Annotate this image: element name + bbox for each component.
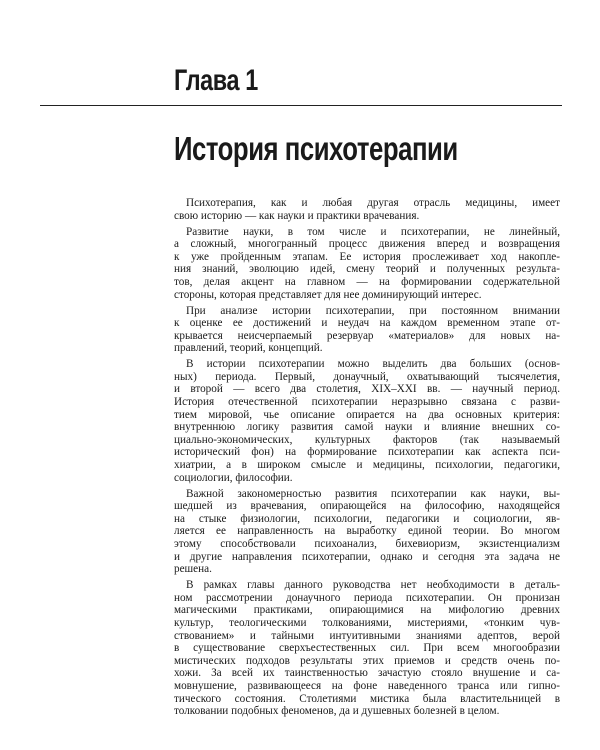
chapter-title: История психотерапии xyxy=(174,130,458,167)
text-line: решена. xyxy=(174,563,212,576)
text-line: стороны, которая представляет для нее доминирующий интерес. xyxy=(174,288,482,301)
text-line: и другие направления психотерапии, однако и сегодня эта задача не xyxy=(174,550,560,563)
text-line: крывается неисчерпаемый резервуар «материалов» для новых на- xyxy=(174,329,560,342)
text-line: хиатрии, а в широком смысле и медицины, психологии, педагогики, xyxy=(174,459,560,472)
paragraph xyxy=(174,579,560,718)
text-line: на стыке физиологии, психологии, педагогики и социологии, яв- xyxy=(174,512,560,525)
text-line: к уже пройденным этапам. Ее история прослеживает ход накопле- xyxy=(174,250,560,263)
text-line: тов, делая акцент на главном — на формировании содержательной xyxy=(174,275,560,288)
text-line: Важной закономерностью развития психотерапии как науки, вы- xyxy=(186,487,560,500)
text-line: социологии, философии. xyxy=(174,471,293,484)
text-line: толковании подобных феноменов, да и душевных болезней в целом. xyxy=(174,705,500,718)
text-line: В истории психотерапии можно выделить два больших (основ- xyxy=(186,358,560,371)
text-line: свою историю — как науки и практики врачевания. xyxy=(174,209,420,222)
text-line: ствованием» и тайными интуитивными знаниями адептов, верой xyxy=(174,629,560,642)
chapter-body xyxy=(174,197,560,721)
text-line: к оценке ее достижений и неудач на каждом временно́м этапе от- xyxy=(174,317,560,330)
paragraph xyxy=(174,305,560,355)
text-line: мистических подходов результаты этих приемов и средств очень по- xyxy=(174,654,560,667)
text-line: мовнушение, развивающееся на фоне наведенного транса или гипно- xyxy=(174,679,560,692)
text-line: а сложный, многогранный процесс движения вперед и возвращения xyxy=(174,238,560,251)
chapter-number: Глава 1 xyxy=(174,64,258,97)
text-line: ном рассмотрении донаучного периода психотерапии. Он пронизан xyxy=(174,591,560,604)
text-line: При анализе истории психотерапии, при постоянном внимании xyxy=(186,304,560,317)
text-line: циально-экономических, культурных факторов (так называемый xyxy=(174,433,560,446)
text-line: внутреннюю логику развития самой науки и влияние внешних со- xyxy=(174,421,560,434)
text-line: и второй — всего два столетия, XIX–XXI вв. — научный период. xyxy=(174,383,560,396)
text-line: ных) периода. Первый, донаучный, охватывающий тысячелетия, xyxy=(174,370,560,383)
paragraph xyxy=(174,488,560,576)
text-line: этому способствовали психоанализ, бихевиоризм, экзистенциализм xyxy=(174,538,560,550)
text-line: В рамках главы данного руководства нет необходимости в деталь- xyxy=(186,579,560,592)
text-line: тического состояния. Столетиями мистика была властительницей в xyxy=(174,692,560,705)
text-line: Развитие науки, в том числе и психотерапии, не линейный, xyxy=(186,225,560,238)
text-line: История отечественной психотерапии неразрывно связана с разви- xyxy=(174,396,560,409)
text-line: ния знаний, эволюцию идей, смену теорий и полученных результа- xyxy=(174,263,560,276)
text-line: культур, теологическими толкованиями, мистериями, «тонким чув- xyxy=(174,616,560,629)
text-line: хожи. За всей их таинственностью зачастую стояло внушение и са- xyxy=(174,667,560,680)
chapter-divider xyxy=(40,105,562,106)
paragraph xyxy=(174,197,560,222)
text-line: шедшей из врачевания, опирающейся на философию, находящейся xyxy=(174,500,560,513)
text-line: исторический фон) на формирование психотерапии как аспекта пси- xyxy=(174,446,560,459)
text-line: Психотерапия, как и любая другая отрасль медицины, имеет xyxy=(186,197,560,209)
text-line: правлений, теорий, концепций. xyxy=(174,342,323,355)
text-line: в существование сверхъестественных сил. При всем многообразии xyxy=(174,642,560,655)
text-line: ляется ее направленность на выработку единой теории. Во многом xyxy=(174,525,560,538)
text-line: тием мировой, чье описание опирается на два основных критерия: xyxy=(174,408,560,421)
paragraph xyxy=(174,358,560,484)
paragraph xyxy=(174,226,560,302)
text-line: магическими практиками, опирающимися на мифологию древних xyxy=(174,604,560,617)
